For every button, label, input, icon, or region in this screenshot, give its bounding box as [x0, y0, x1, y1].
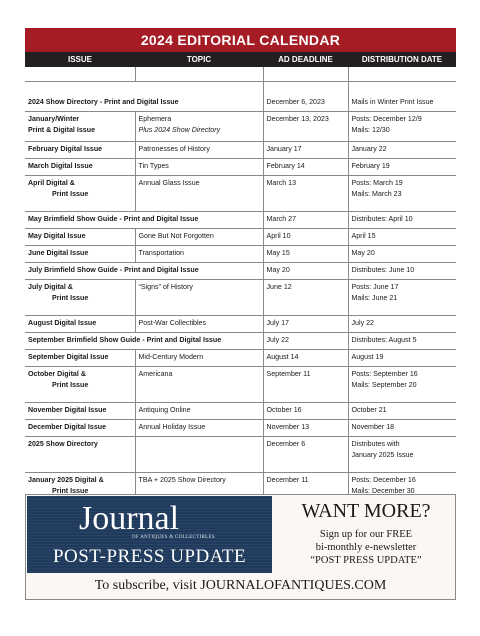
- distribution-cell: Distributes: June 10: [348, 262, 456, 279]
- ad-deadline-cell: September 11: [263, 366, 348, 402]
- distribution-cell: Distributes: August 5: [348, 332, 456, 349]
- table-row: [25, 332, 456, 349]
- topic-cell: Mid-Century Modern: [135, 349, 263, 366]
- header-ad-deadline: AD DEADLINE: [278, 55, 333, 64]
- header-issue: ISSUE: [67, 55, 92, 64]
- ad-deadline-cell: November 13: [263, 419, 348, 436]
- distribution-cell: August 19: [348, 349, 456, 366]
- ad-deadline-cell: December 6, 2023: [263, 81, 348, 111]
- issue-line-1: January 2025 Digital &: [28, 475, 104, 484]
- ad-deadline-cell: October 16: [263, 402, 348, 419]
- ad-deadline-cell: June 12: [263, 279, 348, 315]
- issue-cell: May Brimfield Show Guide - Print and Digital Issue: [25, 211, 263, 228]
- header-distribution-date: DISTRIBUTION DATE: [361, 55, 443, 64]
- newsletter-promo: [25, 494, 456, 600]
- table-row: [25, 262, 456, 279]
- ad-deadline-cell: July 17: [263, 315, 348, 332]
- distribution-cell: May 20: [348, 245, 456, 262]
- distribution-line-1: Posts: June 17: [351, 282, 399, 291]
- topic-cell: Annual Holiday Issue: [135, 419, 263, 436]
- subscribe-link[interactable]: To subscribe, visit JOURNALOFANTIQUES.COM: [94, 578, 387, 593]
- table-row: [25, 81, 456, 111]
- issue-line-2: Print Issue: [52, 293, 89, 302]
- distribution-cell: [348, 111, 456, 141]
- ad-deadline-cell: May 20: [263, 262, 348, 279]
- ad-deadline-cell: December 6: [263, 436, 348, 472]
- table-row: [25, 315, 456, 332]
- distribution-cell: [348, 279, 456, 315]
- promo-line-2: bi-monthly e-newsletter: [315, 542, 417, 553]
- table-row: [25, 158, 456, 175]
- topic-line-2: Plus 2024 Show Directory: [138, 125, 221, 134]
- topic-cell: Transportation: [135, 245, 263, 262]
- issue-cell: February Digital Issue: [25, 141, 135, 158]
- distribution-cell: January 22: [348, 141, 456, 158]
- topic-line-1: Ephemera: [138, 114, 172, 123]
- topic-cell: Annual Glass Issue: [135, 175, 263, 211]
- distribution-line-2: January 2025 Issue: [351, 450, 414, 459]
- issue-cell: September Digital Issue: [25, 349, 135, 366]
- issue-cell: May Digital Issue: [25, 228, 135, 245]
- table-row: [25, 436, 456, 472]
- editorial-calendar-table: [25, 67, 456, 508]
- topic-cell: Patronesses of History: [135, 141, 263, 158]
- issue-cell: [25, 366, 135, 402]
- journal-logo-subtitle: OF ANTIQUES & COLLECTIBLES: [132, 535, 215, 540]
- table-row: [25, 366, 456, 402]
- topic-cell: Tin Types: [135, 158, 263, 175]
- ad-deadline-cell: March 13: [263, 175, 348, 211]
- issue-cell: June Digital Issue: [25, 245, 135, 262]
- ad-deadline-cell: August 14: [263, 349, 348, 366]
- table-row: [25, 211, 456, 228]
- distribution-cell: [348, 366, 456, 402]
- ad-deadline-cell: July 22: [263, 332, 348, 349]
- promo-line-1: Sign up for our FREE: [319, 529, 413, 540]
- ad-deadline-cell: May 15: [263, 245, 348, 262]
- distribution-cell: October 21: [348, 402, 456, 419]
- ad-deadline-cell: December 13, 2023: [263, 111, 348, 141]
- ad-deadline-cell: February 14: [263, 158, 348, 175]
- issue-cell: March Digital Issue: [25, 158, 135, 175]
- issue-line-1: April Digital &: [28, 178, 75, 187]
- topic-cell: Americana: [135, 366, 263, 402]
- issue-line-2: Print Issue: [52, 189, 89, 198]
- column-header-bar: [25, 52, 456, 67]
- ad-deadline-cell: January 17: [263, 141, 348, 158]
- want-more-heading: WANT MORE?: [301, 500, 431, 522]
- table-row: [25, 279, 456, 315]
- distribution-line-2: Mails: September 20: [351, 380, 417, 389]
- distribution-cell: July 22: [348, 315, 456, 332]
- topic-cell: “Signs” of History: [135, 279, 263, 315]
- issue-cell: November Digital Issue: [25, 402, 135, 419]
- distribution-cell: April 15: [348, 228, 456, 245]
- issue-cell: 2024 Show Directory - Print and Digital Issue: [25, 81, 263, 111]
- issue-cell: [25, 111, 135, 141]
- table-row: [25, 402, 456, 419]
- topic-cell: Gone But Not Forgotten: [135, 228, 263, 245]
- table-row: [25, 175, 456, 211]
- issue-cell: December Digital Issue: [25, 419, 135, 436]
- distribution-cell: Distributes: April 10: [348, 211, 456, 228]
- issue-line-2: Print Issue: [52, 380, 89, 389]
- distribution-cell: Mails in Winter Print Issue: [348, 81, 456, 111]
- distribution-line-2: Mails: 12/30: [351, 125, 390, 134]
- distribution-cell: November 18: [348, 419, 456, 436]
- ad-deadline-cell: March 27: [263, 211, 348, 228]
- distribution-cell: February 19: [348, 158, 456, 175]
- issue-cell: [25, 279, 135, 315]
- issue-cell: September Brimfield Show Guide - Print and Digital Issue: [25, 332, 263, 349]
- topic-cell: TBA + 2025 Show Directory: [135, 472, 263, 508]
- distribution-line-2: Mails: March 23: [351, 189, 402, 198]
- table-row: [25, 419, 456, 436]
- distribution-line-2: Mails: June 21: [351, 293, 398, 302]
- distribution-cell: [348, 436, 456, 472]
- distribution-cell: [348, 175, 456, 211]
- issue-line-1: July Digital &: [28, 282, 73, 291]
- distribution-line-1: Posts: December 16: [351, 475, 416, 484]
- issue-cell: 2025 Show Directory: [25, 436, 135, 472]
- calendar-title: 2024 EDITORIAL CALENDAR: [25, 28, 456, 52]
- table-spacer-row: [25, 67, 456, 81]
- table-row: [25, 245, 456, 262]
- header-topic: TOPIC: [186, 55, 212, 64]
- table-row: [25, 111, 456, 141]
- table-row: [25, 228, 456, 245]
- journal-logo-word: Journal: [79, 500, 180, 537]
- issue-line-1: October Digital &: [28, 369, 86, 378]
- distribution-line-1: Posts: March 19: [351, 178, 403, 187]
- journal-logo-banner: [27, 496, 272, 573]
- issue-cell: July Brimfield Show Guide - Print and Digital Issue: [25, 262, 263, 279]
- ad-deadline-cell: April 10: [263, 228, 348, 245]
- post-press-update-heading: POST-PRESS UPDATE: [52, 546, 247, 567]
- ad-deadline-cell: December 11: [263, 472, 348, 508]
- topic-cell: [135, 111, 263, 141]
- distribution-line-2: Mails: December 30: [351, 486, 415, 495]
- distribution-line-1: Posts: September 16: [351, 369, 418, 378]
- table-row: [25, 141, 456, 158]
- issue-cell: [25, 175, 135, 211]
- issue-line-2: Print & Digital Issue: [28, 125, 96, 134]
- topic-cell: [135, 436, 263, 472]
- issue-line-1: January/Winter: [28, 114, 80, 123]
- topic-cell: Post-War Collectibles: [135, 315, 263, 332]
- distribution-line-1: Posts: December 12/9: [351, 114, 422, 123]
- table-row: [25, 349, 456, 366]
- topic-cell: Antiquing Online: [135, 402, 263, 419]
- issue-line-2: Print Issue: [52, 486, 89, 495]
- distribution-line-1: Distributes with: [351, 439, 400, 448]
- issue-cell: August Digital Issue: [25, 315, 135, 332]
- promo-line-3: “POST PRESS UPDATE”: [310, 555, 422, 566]
